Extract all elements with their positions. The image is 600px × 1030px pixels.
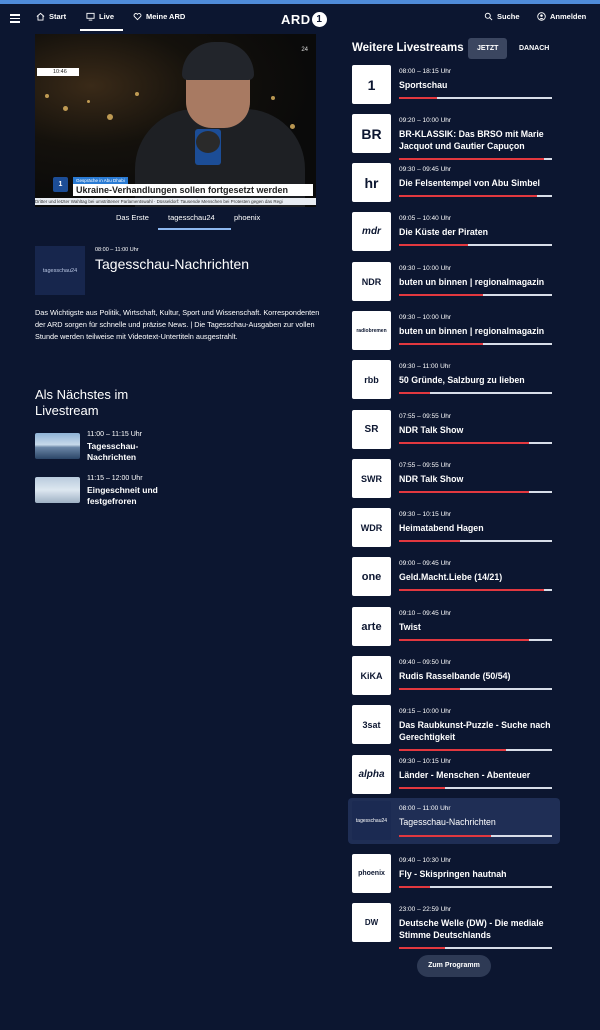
show-title: Tagesschau-Nachrichten bbox=[95, 256, 250, 272]
news-ticker: Dritter und letzter Wahltag bei umstrittener Parlamentswahl · Düsseldorf: Tausende Menschen bei Protesten gegen das Regi bbox=[35, 198, 316, 205]
progress-track bbox=[399, 886, 552, 888]
channel-logo-phoenix: phoenix bbox=[352, 854, 391, 893]
progress-fill bbox=[399, 749, 506, 751]
progress-fill bbox=[399, 540, 460, 542]
livestream-item[interactable] bbox=[352, 852, 552, 896]
ard-logo[interactable] bbox=[281, 12, 327, 27]
livestream-title: Fly - Skispringen hautnah bbox=[399, 869, 507, 879]
livestream-time: 09:30 – 10:00 Uhr bbox=[399, 265, 452, 272]
channel-logo-kika: KiKA bbox=[352, 656, 391, 695]
progress-track bbox=[399, 589, 552, 591]
next-item-time: 11:00 – 11:15 Uhr bbox=[87, 431, 143, 438]
lower-third bbox=[35, 175, 316, 207]
progress-track bbox=[399, 343, 552, 345]
livestream-title: BR-KLASSIK: Das BRSO mit Marie Jacquot und Gautier Capuçon bbox=[399, 129, 544, 151]
livestream-item[interactable] bbox=[352, 901, 552, 945]
next-item-title: Eingeschneit und festgefroren bbox=[87, 485, 158, 506]
bokeh-light bbox=[63, 106, 68, 111]
tab-phoenix[interactable]: phoenix bbox=[234, 213, 261, 222]
progress-fill bbox=[399, 886, 430, 888]
livestream-time: 08:00 – 18:15 Uhr bbox=[399, 68, 452, 75]
livestream-title: Heimatabend Hagen bbox=[399, 523, 484, 533]
livestream-item[interactable] bbox=[352, 703, 552, 747]
channel-logo-swr: SWR bbox=[352, 459, 391, 498]
livestream-time: 09:30 – 10:00 Uhr bbox=[399, 314, 452, 321]
livestream-title: NDR Talk Show bbox=[399, 474, 464, 484]
livestream-item[interactable] bbox=[352, 408, 552, 452]
livestream-time: 09:30 – 10:15 Uhr bbox=[399, 511, 452, 518]
tv-icon bbox=[86, 12, 95, 21]
microphone-head bbox=[196, 131, 220, 153]
progress-track bbox=[399, 639, 552, 641]
livestream-item[interactable] bbox=[352, 63, 552, 107]
show-channel-logo bbox=[35, 246, 85, 295]
livestream-item[interactable] bbox=[352, 555, 552, 599]
livestream-item[interactable] bbox=[352, 605, 552, 649]
livestream-title: Twist bbox=[399, 622, 421, 632]
tagesschau24-logo-text: tagesschau24 bbox=[42, 267, 78, 274]
menu-icon[interactable] bbox=[10, 14, 20, 23]
progress-track bbox=[399, 97, 552, 99]
livestream-time: 09:40 – 10:30 Uhr bbox=[399, 857, 452, 864]
progress-fill bbox=[399, 294, 483, 296]
livestream-title: Die Küste der Piraten bbox=[399, 227, 488, 237]
nav-active-underline bbox=[80, 29, 123, 31]
progress-fill bbox=[399, 688, 460, 690]
channel-watermark: 24 bbox=[301, 47, 308, 53]
nav-suche-label: Suche bbox=[497, 12, 520, 21]
livestreams-heading: Weitere Livestreams bbox=[352, 42, 464, 54]
lower-third-kicker: Gespräche in Abu Dhabi bbox=[73, 177, 128, 184]
livestream-time: 07:55 – 09:55 Uhr bbox=[399, 462, 452, 469]
home-icon bbox=[36, 12, 45, 21]
next-item-time: 11:15 – 12:00 Uhr bbox=[87, 475, 143, 482]
time-badge: 10:46 bbox=[37, 68, 79, 76]
progress-track bbox=[399, 244, 552, 246]
bokeh-light bbox=[135, 92, 139, 96]
livestream-time: 08:00 – 11:00 Uhr bbox=[399, 805, 451, 812]
channel-logo-alpha: alpha bbox=[352, 755, 391, 794]
lower-third-logo: 1 bbox=[53, 177, 68, 192]
search-icon bbox=[484, 12, 493, 21]
tab-danach[interactable]: DANACH bbox=[519, 45, 550, 52]
progress-fill bbox=[399, 491, 529, 493]
nav-start[interactable] bbox=[36, 12, 66, 21]
livestream-item[interactable] bbox=[352, 260, 552, 304]
progress-fill bbox=[399, 589, 544, 591]
channel-logo-mdr: mdr bbox=[352, 212, 391, 251]
nav-meine-ard-label: Meine ARD bbox=[146, 12, 186, 21]
show-description: Das Wichtigste aus Politik, Wirtschaft, Kultur, Sport und Wissenschaft. Korrespondenten der ARD sorgen für schnelle und präzise News. | Die Tagesschau-Ausgaben zur vollen Stunde werden teilweise mit Videotext-Untertiteln ausgestrahlt. bbox=[35, 308, 320, 341]
tab-active-indicator bbox=[158, 228, 231, 230]
channel-tabs bbox=[35, 213, 316, 230]
livestream-time: 09:30 – 09:45 Uhr bbox=[399, 166, 452, 173]
livestream-time: 09:30 – 10:15 Uhr bbox=[399, 758, 452, 765]
progress-fill bbox=[399, 392, 430, 394]
livestream-item[interactable] bbox=[352, 309, 552, 353]
livestream-item[interactable] bbox=[352, 506, 552, 550]
livestream-title: 50 Gründe, Salzburg zu lieben bbox=[399, 375, 525, 385]
channel-logo-ndr: NDR bbox=[352, 262, 391, 301]
progress-fill bbox=[399, 97, 437, 99]
channel-logo-1: 1 bbox=[352, 65, 391, 104]
nav-meine-ard[interactable] bbox=[133, 12, 185, 21]
nav-live-label: Live bbox=[99, 12, 115, 21]
livestream-time: 09:10 – 09:45 Uhr bbox=[399, 610, 452, 617]
nav-anmelden-label: Anmelden bbox=[550, 12, 587, 21]
progress-fill bbox=[399, 442, 529, 444]
video-player[interactable] bbox=[35, 34, 316, 207]
livestream-item[interactable] bbox=[352, 358, 552, 402]
livestream-time: 07:55 – 09:55 Uhr bbox=[399, 413, 452, 420]
livestream-item[interactable] bbox=[352, 112, 552, 156]
livestream-item[interactable] bbox=[352, 161, 552, 205]
lower-third-headline: Ukraine-Verhandlungen sollen fortgesetzt werden bbox=[73, 184, 313, 196]
bokeh-light bbox=[271, 96, 275, 100]
progress-track bbox=[399, 195, 552, 197]
nav-live[interactable] bbox=[86, 12, 114, 21]
livestream-title: buten un binnen | regionalmagazin bbox=[399, 277, 545, 287]
livestream-title: NDR Talk Show bbox=[399, 425, 464, 435]
progress-fill bbox=[399, 158, 544, 160]
zum-programm-button[interactable]: Zum Programm bbox=[417, 955, 491, 977]
livestream-title: Geld.Macht.Liebe (14/21) bbox=[399, 572, 503, 582]
top-navigation bbox=[0, 4, 600, 34]
progress-fill bbox=[399, 639, 529, 641]
next-item-thumbnail bbox=[35, 433, 80, 459]
livestream-item[interactable] bbox=[352, 654, 552, 698]
livestream-title: Deutsche Welle (DW) - Die mediale Stimme Deutschlands bbox=[399, 918, 544, 940]
next-item-title: Tagesschau-Nachrichten bbox=[87, 441, 139, 462]
livestream-title: buten un binnen | regionalmagazin bbox=[399, 326, 545, 336]
livestream-item[interactable] bbox=[352, 210, 552, 254]
progress-fill bbox=[399, 195, 537, 197]
bokeh-light bbox=[87, 100, 90, 103]
progress-track bbox=[399, 491, 552, 493]
livestream-time: 09:20 – 10:00 Uhr bbox=[399, 117, 452, 124]
livestream-title: Rudis Rasselbande (50/54) bbox=[399, 671, 511, 681]
nav-anmelden[interactable] bbox=[537, 12, 586, 21]
ard-logo-text: ARD bbox=[281, 12, 311, 27]
livestream-title: Das Raubkunst-Puzzle - Suche nach Gerechtigkeit bbox=[399, 720, 551, 742]
show-time: 08:00 – 11:00 Uhr bbox=[95, 247, 139, 253]
livestream-item[interactable] bbox=[352, 457, 552, 501]
progress-track bbox=[399, 294, 552, 296]
progress-track bbox=[399, 540, 552, 542]
progress-track bbox=[399, 158, 552, 160]
channel-logo-tagesschau24: tagesschau24 bbox=[352, 801, 391, 840]
livestream-item[interactable] bbox=[352, 753, 552, 797]
progress-track bbox=[399, 787, 552, 789]
progress-fill bbox=[399, 787, 445, 789]
progress-track bbox=[399, 442, 552, 444]
next-item-thumbnail bbox=[35, 477, 80, 503]
tab-das-erste[interactable]: Das Erste bbox=[116, 213, 149, 222]
progress-track bbox=[399, 688, 552, 690]
channel-logo-wdr: WDR bbox=[352, 508, 391, 547]
progress-track bbox=[399, 835, 552, 837]
channel-logo-radiobremen: radiobremen bbox=[352, 311, 391, 350]
livestream-title: Die Felsentempel von Abu Simbel bbox=[399, 178, 540, 188]
livestream-time: 09:30 – 11:00 Uhr bbox=[399, 363, 451, 370]
livestream-time: 09:15 – 10:00 Uhr bbox=[399, 708, 452, 715]
livestream-time: 09:00 – 09:45 Uhr bbox=[399, 560, 452, 567]
next-item[interactable] bbox=[35, 431, 185, 467]
heart-icon bbox=[133, 12, 142, 21]
channel-logo-rbb: rbb bbox=[352, 360, 391, 399]
livestream-title: Tagesschau-Nachrichten bbox=[399, 817, 496, 827]
livestream-title: Länder - Menschen - Abenteuer bbox=[399, 770, 531, 780]
tab-jetzt[interactable]: JETZT bbox=[468, 38, 507, 59]
progress-fill bbox=[399, 835, 491, 837]
next-heading: Als Nächstes im Livestream bbox=[35, 387, 129, 418]
channel-logo-one: one bbox=[352, 557, 391, 596]
livestream-item[interactable] bbox=[348, 798, 560, 844]
progress-track bbox=[399, 392, 552, 394]
tab-tagesschau24[interactable]: tagesschau24 bbox=[168, 213, 215, 222]
channel-logo-sr: SR bbox=[352, 410, 391, 449]
channel-logo-br: BR bbox=[352, 114, 391, 153]
nav-suche[interactable] bbox=[484, 12, 520, 21]
progress-fill bbox=[399, 244, 468, 246]
ard-one-icon: 1 bbox=[312, 12, 327, 27]
livestream-time: 23:00 – 22:59 Uhr bbox=[399, 906, 452, 913]
progress-fill bbox=[399, 947, 445, 949]
bokeh-light bbox=[290, 124, 295, 129]
bokeh-light bbox=[107, 114, 113, 120]
channel-logo-arte: arte bbox=[352, 607, 391, 646]
channel-logo-dw: DW bbox=[352, 903, 391, 942]
progress-track bbox=[399, 749, 552, 751]
channel-logo-hr: hr bbox=[352, 163, 391, 202]
livestream-time: 09:40 – 09:50 Uhr bbox=[399, 659, 452, 666]
user-icon bbox=[537, 12, 546, 21]
progress-track bbox=[399, 947, 552, 949]
livestream-title: Sportschau bbox=[399, 80, 448, 90]
livestream-time: 09:05 – 10:40 Uhr bbox=[399, 215, 452, 222]
channel-logo-3sat: 3sat bbox=[352, 705, 391, 744]
progress-fill bbox=[399, 343, 483, 345]
next-item[interactable] bbox=[35, 475, 185, 511]
nav-start-label: Start bbox=[49, 12, 67, 21]
bokeh-light bbox=[45, 94, 49, 98]
